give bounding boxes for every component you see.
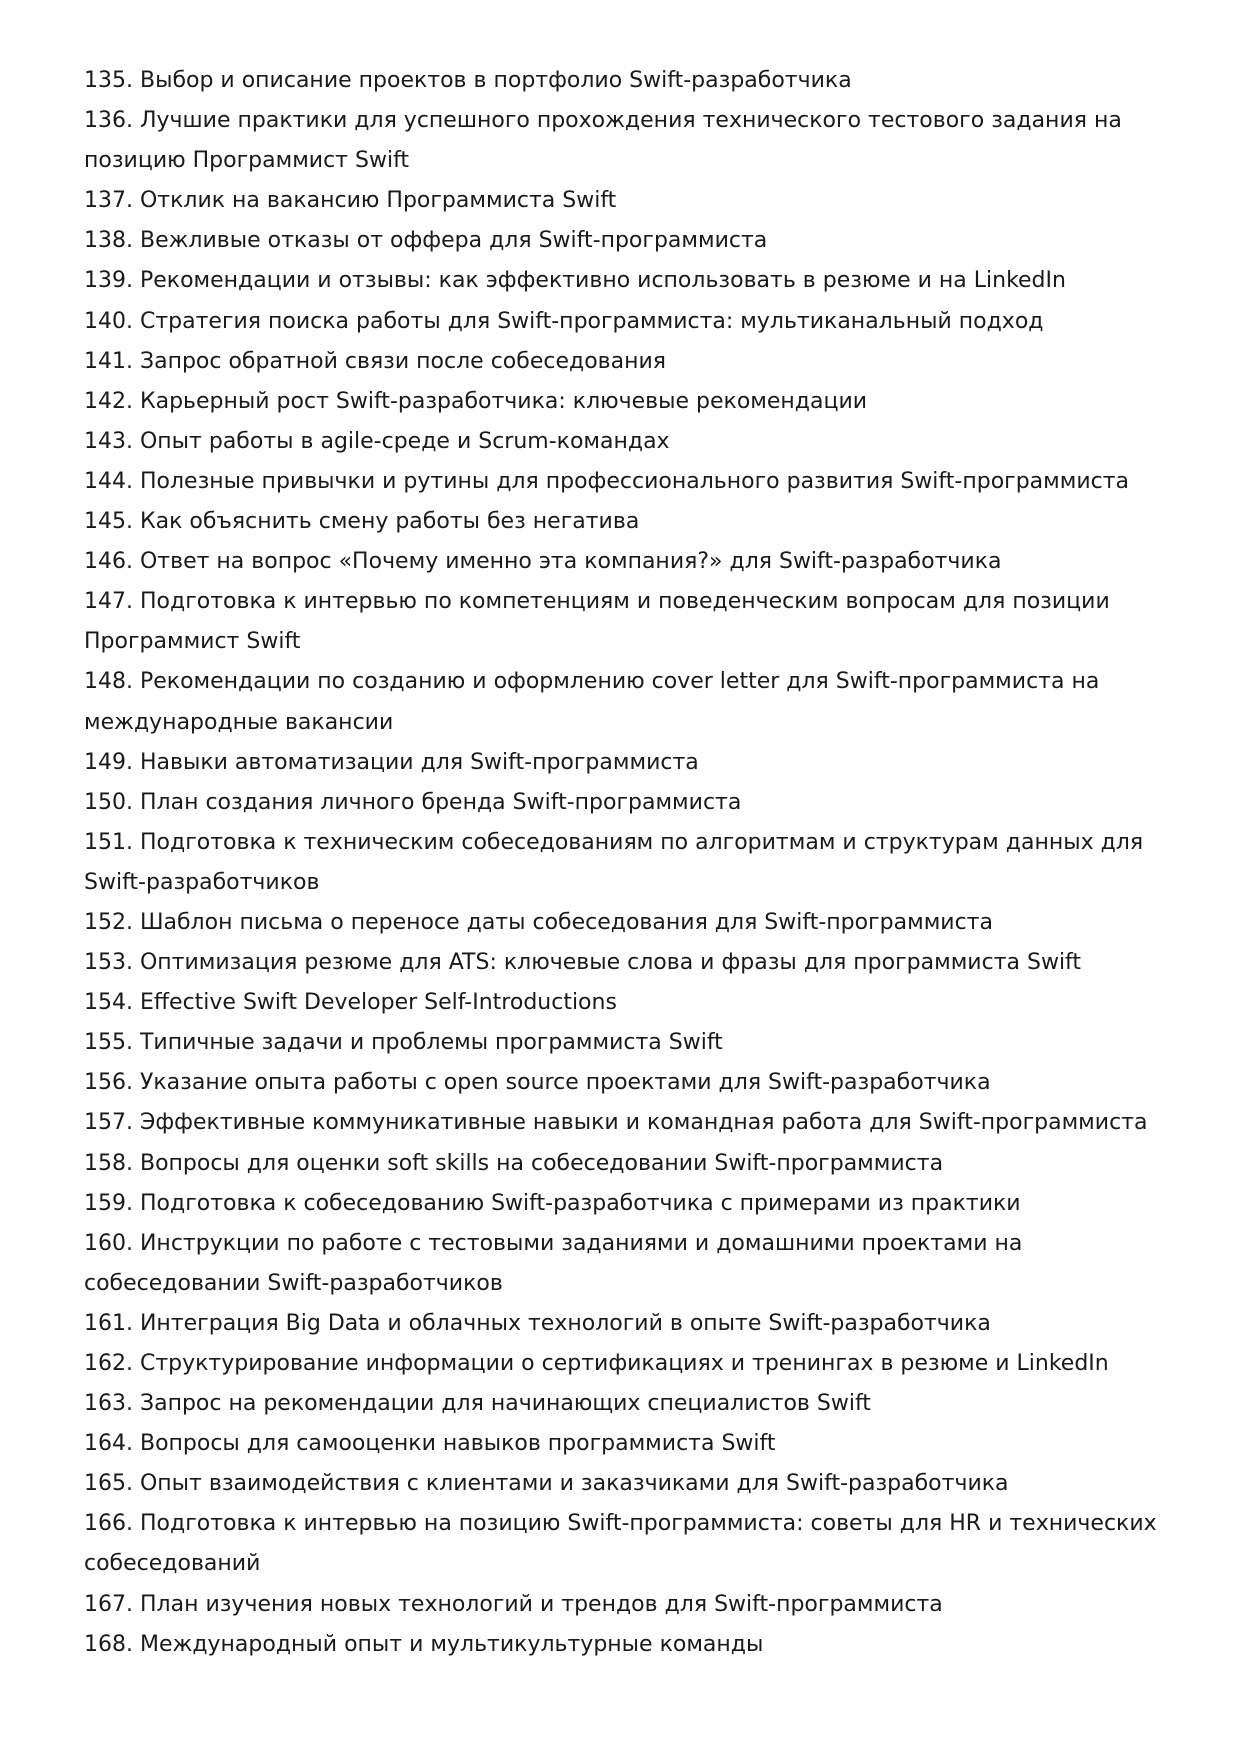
list-item: 145. Как объяснить смену работы без негатива bbox=[84, 509, 640, 535]
list-item: 164. Вопросы для самооценки навыков программиста Swift bbox=[84, 1431, 776, 1457]
list-item: 143. Опыт работы в agile-среде и Scrum-командах bbox=[84, 428, 670, 454]
list-item: 163. Запрос на рекомендации для начинающих специалистов Swift bbox=[84, 1391, 871, 1417]
list-item: 155. Типичные задачи и проблемы программиста Swift bbox=[84, 1030, 723, 1056]
list-item: 141. Запрос обратной связи после собеседования bbox=[84, 348, 667, 374]
list-item: 136. Лучшие практики для успешного прохождения технического тестового задания на позицию Программист Swift bbox=[84, 108, 1122, 174]
list-item: 166. Подготовка к интервью на позицию Swift-программиста: советы для HR и технических собеседований bbox=[84, 1511, 1157, 1577]
list-item: 160. Инструкции по работе с тестовыми заданиями и домашними проектами на собеседовании Swift-разработчиков bbox=[84, 1230, 1023, 1296]
list-item: 157. Эффективные коммуникативные навыки и командная работа для Swift-программиста bbox=[84, 1110, 1148, 1136]
list-item: 161. Интеграция Big Data и облачных технологий в опыте Swift-разработчика bbox=[84, 1310, 991, 1336]
list-item: 158. Вопросы для оценки soft skills на собеседовании Swift-программиста bbox=[84, 1150, 944, 1176]
list-item: 162. Структурирование информации о сертификациях и тренингах в резюме и LinkedIn bbox=[84, 1351, 1109, 1376]
list-item: 148. Рекомендации по созданию и оформлению cover letter для Swift-программиста на международные вакансии bbox=[84, 669, 1100, 735]
list-item: 144. Полезные привычки и рутины для профессионального развития Swift-программиста bbox=[84, 468, 1130, 494]
list-item: 137. Отклик на вакансию Программиста Swift bbox=[84, 188, 617, 214]
list-item: 152. Шаблон письма о переносе даты собеседования для Swift-программиста bbox=[84, 909, 993, 935]
list-item: 151. Подготовка к техническим собеседованиям по алгоритмам и структурам данных для Swift-разработчиков bbox=[84, 829, 1144, 895]
list-item: 139. Рекомендации и отзывы: как эффективно использовать в резюме и на LinkedIn bbox=[84, 268, 1066, 294]
list-item: 153. Оптимизация резюме для ATS: ключевые слова и фразы для программиста Swift bbox=[84, 950, 1082, 976]
list-item: 149. Навыки автоматизации для Swift-программиста bbox=[84, 749, 699, 775]
list-item: 150. План создания личного бренда Swift-программиста bbox=[84, 789, 742, 815]
list-item: 167. План изучения новых технологий и трендов для Swift-программиста bbox=[84, 1591, 943, 1617]
list-item: 140. Стратегия поиска работы для Swift-программиста: мультиканальный подход bbox=[84, 308, 1044, 334]
list-item: 135. Выбор и описание проектов в портфолио Swift-разработчика bbox=[84, 68, 852, 93]
list-item: 168. Международный опыт и мультикультурные команды bbox=[84, 1631, 764, 1657]
list-item: 165. Опыт взаимодействия с клиентами и заказчиками для Swift-разработчика bbox=[84, 1471, 1009, 1497]
list-item: 147. Подготовка к интервью по компетенциям и поведенческим вопросам для позиции Программист Swift bbox=[84, 589, 1110, 655]
list-item: 138. Вежливые отказы от оффера для Swift-программиста bbox=[84, 228, 768, 254]
list-item: 159. Подготовка к собеседованию Swift-разработчика с примерами из практики bbox=[84, 1190, 1021, 1216]
list-item: 142. Карьерный рост Swift-разработчика: ключевые рекомендации bbox=[84, 388, 868, 414]
list-item: 154. Effective Swift Developer Self-Introductions bbox=[84, 990, 617, 1016]
list-item: 146. Ответ на вопрос «Почему именно эта компания?» для Swift-разработчика bbox=[84, 549, 1002, 575]
document-page bbox=[84, 61, 1164, 1665]
list-item: 156. Указание опыта работы с open source проектами для Swift-разработчика bbox=[84, 1070, 991, 1096]
